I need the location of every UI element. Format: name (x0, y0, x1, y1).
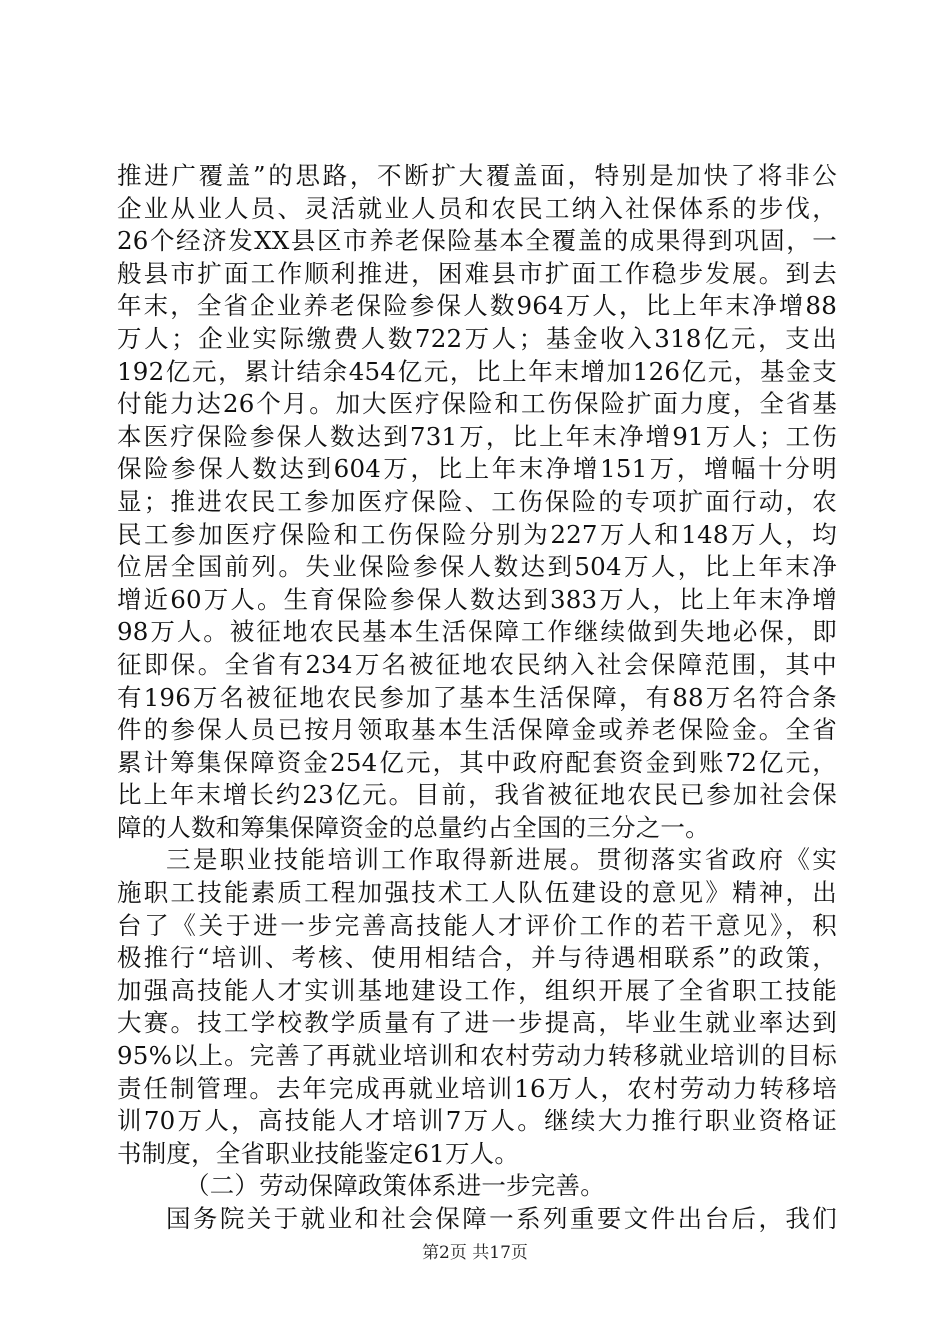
text-line: 企业从业人员、灵活就业人员和农民工纳入社保体系的步伐， (117, 193, 837, 223)
text-line: 书制度，全省职业技能鉴定61万人。 (117, 1138, 520, 1168)
text-line: 95%以上。完善了再就业培训和农村劳动力转移就业培训的目标 (117, 1041, 837, 1071)
text-line: 累计筹集保障资金254亿元，其中政府配套资金到账72亿元， (117, 747, 837, 777)
document-body (117, 160, 837, 1236)
text-line: 付能力达26个月。加大医疗保险和工伤保险扩面力度，全省基 (117, 389, 837, 419)
text-line: 增近60万人。生育保险参保人数达到383万人，比上年末净增 (117, 584, 837, 614)
text-line: 年末，全省企业养老保险参保人数964万人，比上年末净增88 (117, 291, 837, 321)
text-line: 本医疗保险参保人数达到731万，比上年末净增91万人；工伤 (117, 421, 837, 451)
text-line: 大赛。技工学校教学质量有了进一步提高，毕业生就业率达到 (117, 1008, 837, 1038)
section-heading: （二）劳动保障政策体系进一步完善。 (185, 1171, 605, 1201)
text-line: 责任制管理。去年完成再就业培训16万人，农村劳动力转移培 (117, 1073, 837, 1103)
text-line: 推进广覆盖”的思路，不断扩大覆盖面，特别是加快了将非公 (117, 161, 837, 190)
text-line: 施职工技能素质工程加强技术工人队伍建设的意见》精神，出 (117, 878, 837, 908)
text-line: 般县市扩面工作顺利推进，困难县市扩面工作稳步发展。到去 (117, 258, 837, 288)
page-number-footer: 第2页 共17页 (422, 1243, 528, 1263)
text-line: 台了《关于进一步完善高技能人才评价工作的若干意见》，积 (117, 910, 837, 940)
text-line: 有196万名被征地农民参加了基本生活保障，有88万名符合条 (117, 682, 837, 712)
text-line: 极推行“培训、考核、使用相结合，并与待遇相联系”的政策， (117, 943, 837, 973)
paragraph-start-line: 国务院关于就业和社会保障一系列重要文件出台后，我们 (166, 1204, 837, 1233)
text-line: 加强高技能人才实训基地建设工作，组织开展了全省职工技能 (117, 975, 837, 1005)
text-line: 件的参保人员已按月领取基本生活保障金或养老保险金。全省 (117, 715, 837, 745)
text-line: 障的人数和筹集保障资金的总量约占全国的三分之一。 (117, 812, 710, 842)
text-line: 训70万人，高技能人才培训7万人。继续大力推行职业资格证 (117, 1106, 837, 1136)
text-line: 位居全国前列。失业保险参保人数达到504万人，比上年末净 (117, 552, 837, 582)
text-line: 比上年末增长约23亿元。目前，我省被征地农民已参加社会保 (117, 780, 837, 810)
paragraph-start-line: 三是职业技能培训工作取得新进展。贯彻落实省政府《实 (166, 845, 837, 875)
text-line: 万人；企业实际缴费人数722万人；基金收入318亿元，支出 (117, 323, 837, 353)
text-line: 192亿元，累计结余454亿元，比上年末增加126亿元，基金支 (117, 356, 837, 386)
text-line: 显；推进农民工参加医疗保险、工伤保险的专项扩面行动，农 (117, 486, 837, 516)
text-line: 98万人。被征地农民基本生活保障工作继续做到失地必保，即 (117, 617, 837, 647)
text-line: 民工参加医疗保险和工伤保险分别为227万人和148万人，均 (117, 519, 837, 549)
text-line: 征即保。全省有234万名被征地农民纳入社会保障范围，其中 (117, 649, 837, 679)
text-line: 26个经济发XX县区市养老保险基本全覆盖的成果得到巩固，一 (117, 226, 837, 256)
text-line: 保险参保人数达到604万，比上年末净增151万，增幅十分明 (117, 454, 837, 484)
